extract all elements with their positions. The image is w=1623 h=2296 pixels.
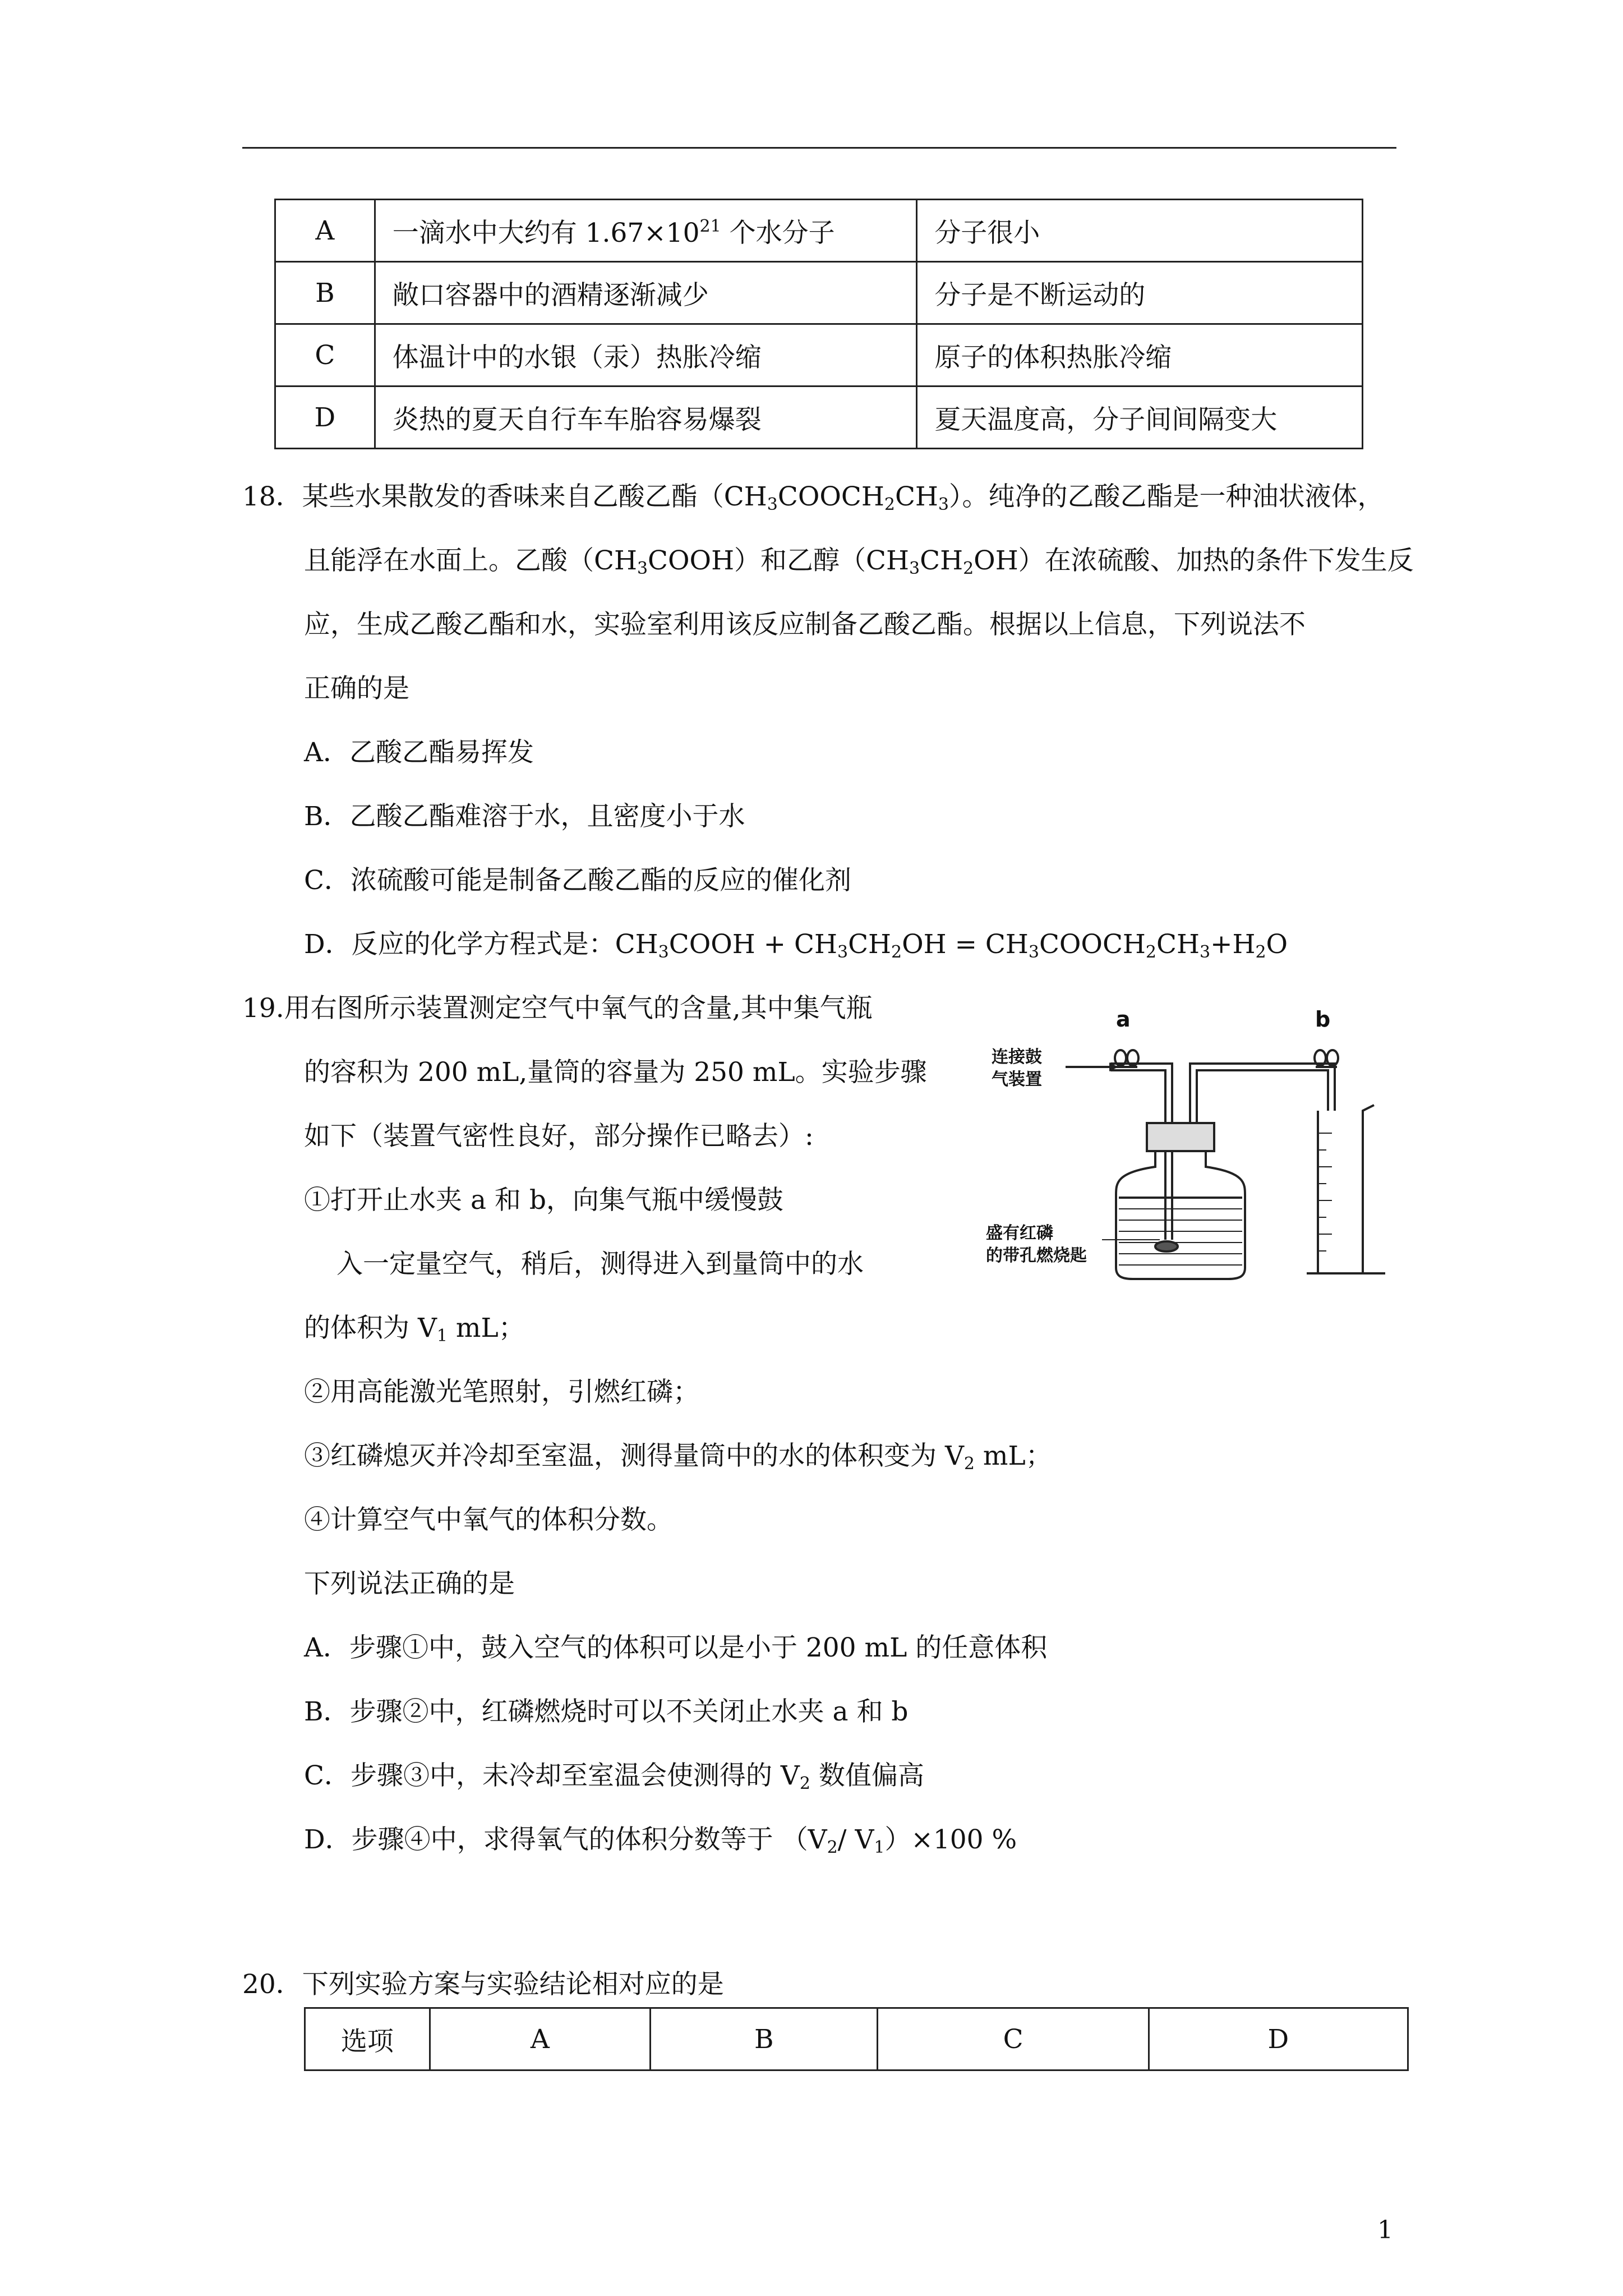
q19-step-1: ①打开止水夹 a 和 b，向集气瓶中缓慢鼓 <box>304 1185 783 1216</box>
option-cell: D <box>275 386 375 449</box>
outlet-tube <box>1190 1064 1335 1123</box>
phenomenon-cell: 一滴水中大约有 $1.67\times 10^{21}$ 个水分子 <box>375 200 917 262</box>
q19-option-c: C．步骤③中，未冷却至室温会使测得的 $V_2$ 数值偏高 <box>304 1760 924 1793</box>
table-row <box>275 262 1363 324</box>
q19-option-a: A．步骤①中，鼓入空气的体积可以是小于 200 mL 的任意体积 <box>304 1632 1048 1663</box>
q18-line-4: 正确的是 <box>304 673 409 704</box>
table-row <box>275 324 1363 386</box>
page-number: 1 <box>1377 2216 1393 2244</box>
clamp-a-label: a <box>1116 1007 1131 1032</box>
q18-option-d: D．反应的化学方程式是：$CH_3COOH + CH_3CH_2OH$ = $CH_3COOCH_2CH_3+H_2O$ <box>304 929 1288 962</box>
combustion-spoon <box>1155 1241 1178 1251</box>
q19-prompt: 下列说法正确的是 <box>304 1568 515 1599</box>
q18-line-3: 应，生成乙酸乙酯和水，实验室利用该反应制备乙酸乙酯。根据以上信息，下列说法不 <box>304 609 1306 640</box>
q18-option-b: B．乙酸乙酯难溶于水，且密度小于水 <box>304 801 745 832</box>
q19-line-2: 的容积为 200 mL,量筒的容量为 250 mL。实验步骤 <box>304 1057 927 1088</box>
q19-step-3: ③红磷熄灭并冷却至室温，测得量筒中的水的体积变为 $V_2$ mL； <box>304 1441 1052 1474</box>
q18-line-2: 且能浮在水面上。乙酸$(CH_3COOH)$和乙醇$(CH_3CH_2OH)$在浓硫酸、加热的条件下发生反 <box>304 545 1414 578</box>
table-row <box>305 2008 1408 2070</box>
spoon-label-1: 盛有红磷 <box>986 1223 1053 1243</box>
q19-step-1-cont: 入一定量空气，稍后，测得进入到量筒中的水 <box>336 1249 864 1280</box>
q19-step-4: ④计算空气中氧气的体积分数。 <box>304 1504 673 1535</box>
q18-option-a: A．乙酸乙酯易挥发 <box>304 737 534 768</box>
apparatus-figure <box>981 1004 1430 1285</box>
q18-option-c: C．浓硫酸可能是制备乙酸乙酯的反应的催化剂 <box>304 865 851 896</box>
stopper <box>1147 1123 1214 1151</box>
header-cell: A <box>430 2008 650 2070</box>
q17-table <box>274 199 1363 449</box>
q18-line-1: 18．某些水果散发的香味来自乙酸乙酯$(CH_3COOCH_2CH_3)$。纯净的乙酸乙酯是一种油状液体， <box>242 481 1384 514</box>
header-cell: C <box>878 2008 1149 2070</box>
clamp-b-label: b <box>1315 1007 1331 1032</box>
table-row <box>275 200 1363 262</box>
spoon-label-2: 的带孔燃烧匙 <box>986 1246 1087 1266</box>
blower-label-2: 气装置 <box>992 1070 1042 1089</box>
explanation-cell: 夏天温度高，分子间间隔变大 <box>917 386 1363 449</box>
option-cell: C <box>275 324 375 386</box>
explanation-cell: 分子是不断运动的 <box>917 262 1363 324</box>
q19-step-2: ②用高能激光笔照射，引燃红磷； <box>304 1377 699 1407</box>
q19-line-1: 19.用右图所示装置测定空气中氧气的含量,其中集气瓶 <box>242 993 873 1024</box>
phenomenon-cell: 炎热的夏天自行车车胎容易爆裂 <box>375 386 917 449</box>
explanation-cell: 原子的体积热胀冷缩 <box>917 324 1363 386</box>
header-rule <box>242 147 1396 149</box>
header-cell: B <box>651 2008 878 2070</box>
explanation-cell: 分子很小 <box>917 200 1363 262</box>
q19-line-3: 如下（装置气密性良好，部分操作已略去）: <box>304 1121 814 1152</box>
header-cell: 选项 <box>305 2008 430 2070</box>
q19-option-d: D．步骤④中，求得氧气的体积分数等于 （$V_2/$ $V_1)\times 100$ % <box>304 1824 1017 1857</box>
phenomenon-cell: 体温计中的水银（汞）热胀冷缩 <box>375 324 917 386</box>
table-row <box>275 386 1363 449</box>
graduated-cylinder <box>1318 1105 1374 1273</box>
option-cell: A <box>275 200 375 262</box>
header-cell: D <box>1149 2008 1408 2070</box>
phenomenon-cell: 敞口容器中的酒精逐渐减少 <box>375 262 917 324</box>
q20-stem: 20．下列实验方案与实验结论相对应的是 <box>242 1969 724 2000</box>
q20-table <box>304 2007 1409 2071</box>
q19-step-1-end: 的体积为 $V_1$ mL； <box>304 1313 525 1346</box>
blower-label-1: 连接鼓 <box>992 1047 1042 1067</box>
gas-bottle <box>1116 1151 1245 1279</box>
q19-option-b: B．步骤②中，红磷燃烧时可以不关闭止水夹 a 和 b <box>304 1696 909 1727</box>
option-cell: B <box>275 262 375 324</box>
